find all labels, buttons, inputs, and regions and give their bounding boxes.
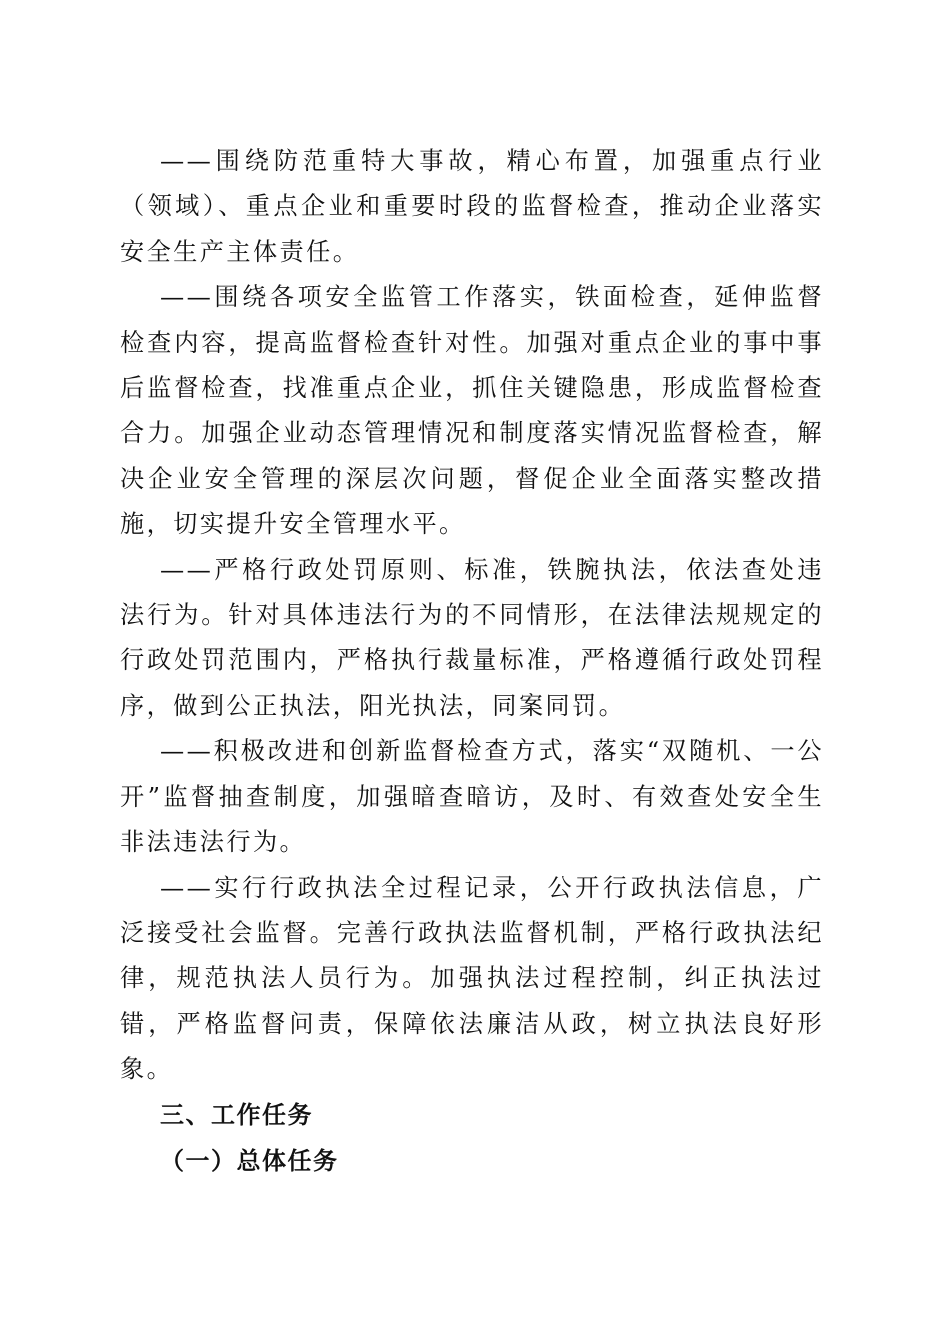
document-page [120, 139, 824, 1183]
section-heading: 三、工作任务 [160, 1100, 313, 1129]
paragraph-supervision-inspection: ——围绕各项安全监管工作落实，铁面检查，延伸监督检查内容，提高监督检查针对性。加强对重点企业的事中事后监督检查，找准重点企业，抓住关键隐患，形成监督检查合力。加强企业动态管理情况和制度落实情况监督检查，解决企业安全管理的深层次问题，督促企业全面落实整改措施，切实提升安全管理水平。 [120, 283, 824, 539]
subsection-heading: （一）总体任务 [160, 1145, 339, 1175]
paragraph-administrative-penalty: ——严格行政处罚原则、标准，铁腕执法，依法查处违法行为。针对具体违法行为的不同情形，在法律法规规定的行政处罚范围内，严格执行裁量标准，严格遵循行政处罚程序，做到公正执法，阳光执法，同案同罚。 [120, 555, 824, 720]
paragraph-accident-prevention: ——围绕防范重特大事故，精心布置，加强重点行业（领域）、重点企业和重要时段的监督检查，推动企业落实安全生产主体责任。 [120, 147, 824, 266]
paragraph-inspection-methods: ——积极改进和创新监督检查方式，落实“双随机、一公开”监督抽查制度，加强暗查暗访，及时、有效查处安全生非法违法行为。 [120, 737, 824, 857]
paragraph-law-enforcement-record: ——实行行政执法全过程记录，公开行政执法信息，广泛接受社会监督。完善行政执法监督机制，严格行政执法纪律，规范执法人员行为。加强执法过程控制，纠正执法过错，严格监督问责，保障依法廉洁从政，树立执法良好形象。 [120, 873, 824, 1084]
